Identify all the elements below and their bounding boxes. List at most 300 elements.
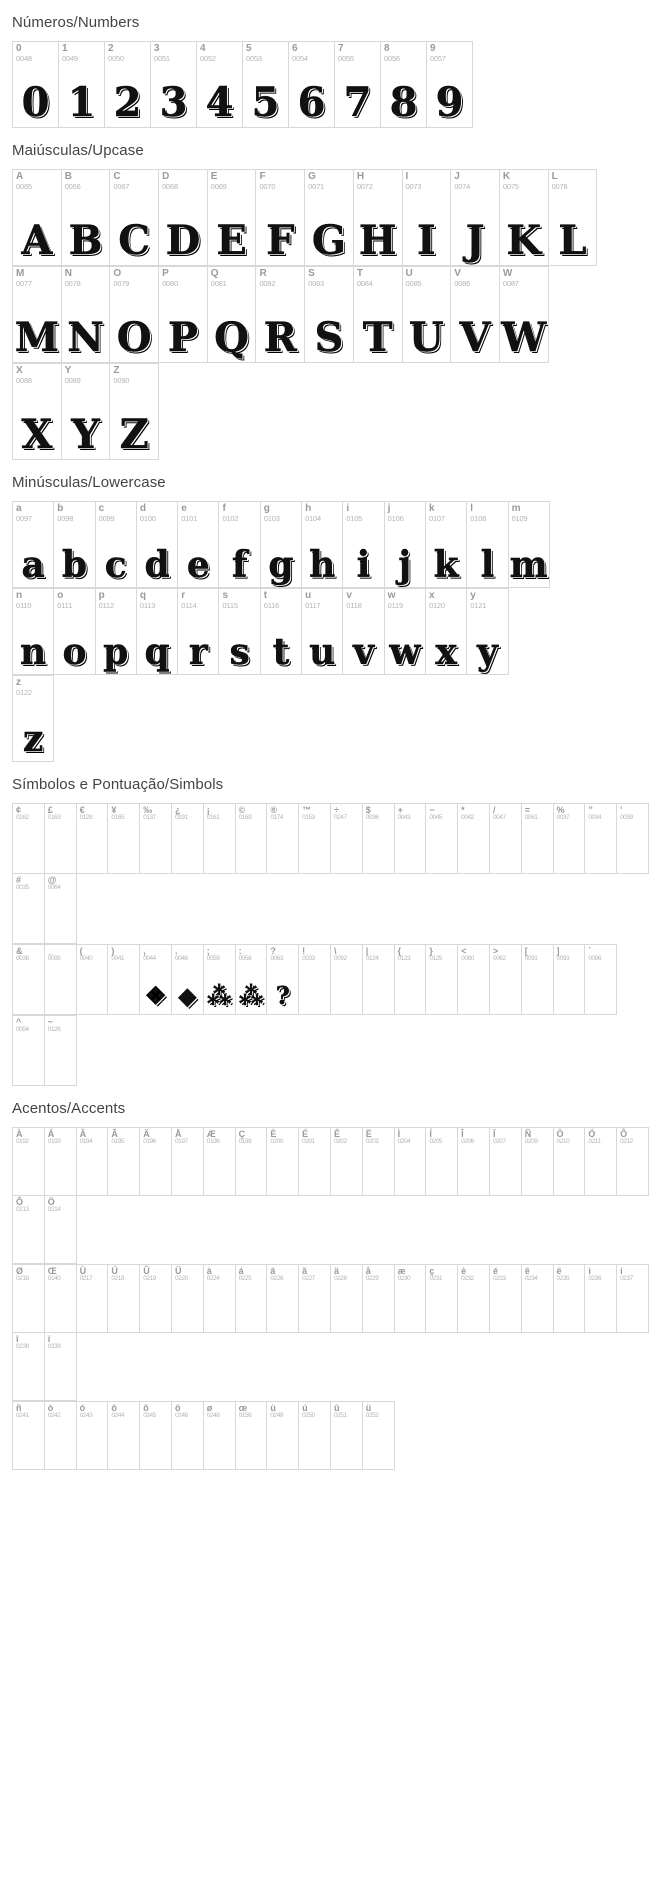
glyph-meta bbox=[427, 42, 472, 62]
glyph-meta bbox=[45, 874, 76, 892]
glyph-cell[interactable] bbox=[45, 1265, 77, 1333]
glyph-meta bbox=[172, 1402, 203, 1420]
glyph-cell[interactable] bbox=[13, 589, 54, 675]
glyph-cell[interactable] bbox=[236, 804, 268, 874]
glyph-cell[interactable] bbox=[267, 945, 299, 1015]
glyph-cell[interactable] bbox=[140, 945, 172, 1015]
glyph-cell[interactable] bbox=[403, 267, 452, 363]
glyph-cell[interactable] bbox=[458, 1128, 490, 1196]
glyph-cell[interactable] bbox=[219, 502, 260, 588]
glyph-cell[interactable] bbox=[395, 1128, 427, 1196]
glyph-sample: 2 bbox=[113, 79, 142, 126]
glyph-char-label: Ü bbox=[174, 1266, 182, 1276]
glyph-cell[interactable] bbox=[426, 502, 467, 588]
glyph-cell[interactable] bbox=[159, 267, 208, 363]
glyph-cell[interactable] bbox=[617, 1128, 649, 1196]
glyph-cell[interactable] bbox=[172, 804, 204, 874]
glyph-char-label: B bbox=[64, 171, 72, 182]
glyph-code-label: 0116 bbox=[263, 600, 280, 610]
glyph-cell[interactable] bbox=[427, 42, 473, 128]
glyph-meta bbox=[140, 1265, 171, 1283]
glyph-code-label: 0085 bbox=[405, 278, 422, 288]
glyph-code-label: 0119 bbox=[387, 600, 403, 610]
glyph-sample: G bbox=[311, 217, 347, 264]
glyph-cell[interactable] bbox=[172, 1265, 204, 1333]
glyph-cell[interactable] bbox=[45, 1333, 77, 1401]
glyph-char-label: è bbox=[461, 1266, 467, 1276]
glyph-cell[interactable] bbox=[299, 1402, 331, 1470]
glyph-meta bbox=[45, 1402, 76, 1420]
glyph-sample: A bbox=[21, 217, 53, 264]
glyph-cell[interactable] bbox=[172, 1128, 204, 1196]
glyph-char-label: å bbox=[365, 1266, 371, 1276]
glyph-code-label: 0238 bbox=[16, 1343, 29, 1351]
glyph-cell[interactable] bbox=[13, 1196, 45, 1264]
glyph-meta bbox=[204, 1265, 235, 1283]
glyph-meta bbox=[77, 1265, 108, 1283]
glyph-cell[interactable] bbox=[585, 1265, 617, 1333]
glyph-meta bbox=[305, 170, 353, 190]
glyph-code-label: 0110 bbox=[16, 600, 32, 610]
glyph-cell[interactable] bbox=[204, 1402, 236, 1470]
glyph-cell[interactable] bbox=[45, 945, 77, 1015]
glyph-cell[interactable] bbox=[204, 1265, 236, 1333]
glyph-char-label: Ö bbox=[47, 1197, 55, 1207]
glyph-meta bbox=[197, 42, 242, 62]
glyph-code-label: 0192 bbox=[16, 1138, 29, 1146]
glyph-cell[interactable] bbox=[363, 945, 395, 1015]
glyph-cell[interactable] bbox=[522, 804, 554, 874]
glyph-cell[interactable] bbox=[305, 267, 354, 363]
glyph-meta bbox=[363, 1265, 394, 1283]
glyph-sample: T bbox=[362, 314, 393, 361]
glyph-cell[interactable] bbox=[140, 1402, 172, 1470]
glyph-cell[interactable] bbox=[267, 1128, 299, 1196]
glyph-cell[interactable] bbox=[490, 945, 522, 1015]
glyph-meta bbox=[108, 1402, 139, 1420]
glyph-code-label: 0086 bbox=[454, 278, 471, 288]
glyph-cell[interactable] bbox=[13, 1333, 45, 1401]
glyph-cell[interactable] bbox=[77, 1265, 109, 1333]
glyph-cell[interactable] bbox=[236, 945, 268, 1015]
glyph-char-label: â bbox=[270, 1266, 276, 1276]
glyph-code-label: 0225 bbox=[238, 1275, 252, 1283]
glyph-cell[interactable] bbox=[585, 804, 617, 874]
glyph-cell[interactable] bbox=[13, 42, 59, 128]
glyph-cell[interactable] bbox=[108, 1265, 140, 1333]
glyph-cell[interactable] bbox=[385, 589, 426, 675]
glyph-cell[interactable] bbox=[490, 1265, 522, 1333]
glyph-cell[interactable] bbox=[331, 1128, 363, 1196]
glyph-meta bbox=[108, 1265, 139, 1283]
glyph-char-label: i bbox=[346, 503, 350, 514]
glyph-cell[interactable] bbox=[140, 804, 172, 874]
glyph-cell[interactable] bbox=[13, 1402, 45, 1470]
glyph-code-label: 0252 bbox=[365, 1412, 379, 1420]
glyph-cell[interactable] bbox=[343, 589, 384, 675]
glyph-cell[interactable] bbox=[490, 1128, 522, 1196]
glyph-cell[interactable] bbox=[13, 874, 45, 944]
glyph-meta bbox=[236, 945, 267, 963]
glyph-cell[interactable] bbox=[554, 1265, 586, 1333]
glyph-cell[interactable] bbox=[426, 804, 458, 874]
glyph-section bbox=[0, 128, 661, 460]
glyph-code-label: 0123 bbox=[397, 955, 411, 963]
glyph-cell[interactable] bbox=[554, 804, 586, 874]
glyph-cell[interactable] bbox=[110, 364, 159, 460]
glyph-char-label: \ bbox=[333, 946, 337, 956]
glyph-cell[interactable] bbox=[45, 874, 77, 944]
glyph-cell[interactable] bbox=[208, 170, 257, 266]
glyph-meta bbox=[13, 804, 44, 822]
glyph-cell[interactable] bbox=[77, 945, 109, 1015]
glyph-char-label: ¡ bbox=[206, 805, 210, 815]
glyph-cell[interactable] bbox=[96, 502, 137, 588]
glyph-meta bbox=[236, 1128, 267, 1146]
glyph-code-label: 0047 bbox=[492, 814, 506, 822]
glyph-sample: u bbox=[309, 631, 336, 673]
glyph-char-label: + bbox=[397, 805, 403, 815]
glyph-cell[interactable] bbox=[108, 945, 140, 1015]
glyph-cell[interactable] bbox=[204, 804, 236, 874]
glyph-code-label: 0229 bbox=[365, 1275, 379, 1283]
glyph-code-label: 0248 bbox=[206, 1412, 220, 1420]
glyph-cell[interactable] bbox=[289, 42, 335, 128]
glyph-char-label: p bbox=[98, 590, 105, 601]
glyph-cell[interactable] bbox=[62, 364, 111, 460]
glyph-sample: D bbox=[165, 217, 201, 264]
glyph-char-label: | bbox=[365, 946, 369, 956]
glyph-cell[interactable] bbox=[585, 1128, 617, 1196]
glyph-cell[interactable] bbox=[426, 589, 467, 675]
glyph-char-label: ^ bbox=[16, 1017, 22, 1027]
glyph-cell[interactable] bbox=[331, 945, 363, 1015]
glyph-char-label: ä bbox=[333, 1266, 339, 1276]
glyph-cell[interactable] bbox=[467, 502, 508, 588]
glyph-cell[interactable] bbox=[381, 42, 427, 128]
glyph-code-label: 0057 bbox=[430, 53, 446, 63]
glyph-cell[interactable] bbox=[137, 589, 178, 675]
glyph-cell[interactable] bbox=[302, 589, 343, 675]
glyph-meta bbox=[490, 804, 521, 822]
glyph-cell[interactable] bbox=[617, 1265, 649, 1333]
glyph-cell[interactable] bbox=[343, 502, 384, 588]
glyph-cell[interactable] bbox=[261, 589, 302, 675]
glyph-cell[interactable] bbox=[500, 170, 549, 266]
glyph-code-label: 0233 bbox=[492, 1275, 506, 1283]
glyph-cell[interactable] bbox=[403, 170, 452, 266]
glyph-cell[interactable] bbox=[299, 804, 331, 874]
glyph-char-label: F bbox=[259, 171, 266, 182]
glyph-grid-row bbox=[12, 1264, 649, 1401]
glyph-cell[interactable] bbox=[458, 804, 490, 874]
glyph-cell[interactable] bbox=[354, 170, 403, 266]
glyph-cell[interactable] bbox=[108, 804, 140, 874]
glyph-cell[interactable] bbox=[151, 42, 197, 128]
glyph-cell[interactable] bbox=[256, 267, 305, 363]
glyph-cell[interactable] bbox=[243, 42, 289, 128]
glyph-cell[interactable] bbox=[178, 502, 219, 588]
glyph-char-label: û bbox=[333, 1403, 340, 1413]
glyph-meta bbox=[208, 267, 256, 287]
glyph-cell[interactable] bbox=[236, 1265, 268, 1333]
glyph-code-label: 0242 bbox=[47, 1412, 61, 1420]
glyph-meta bbox=[554, 945, 585, 963]
glyph-meta bbox=[426, 589, 466, 609]
glyph-code-label: 0239 bbox=[47, 1343, 61, 1351]
glyph-cell[interactable] bbox=[549, 170, 598, 266]
glyph-sample: p bbox=[103, 631, 129, 673]
glyph-char-label: ë bbox=[556, 1266, 562, 1276]
glyph-char-label: A bbox=[16, 171, 24, 182]
glyph-char-label: o bbox=[57, 590, 64, 601]
glyph-cell[interactable] bbox=[13, 364, 62, 460]
glyph-cell[interactable] bbox=[110, 267, 159, 363]
glyph-code-label: 0125 bbox=[429, 955, 443, 963]
glyph-meta bbox=[62, 170, 110, 190]
glyph-meta bbox=[204, 804, 235, 822]
glyph-cell[interactable] bbox=[219, 589, 260, 675]
glyph-char-label: 7 bbox=[338, 43, 344, 54]
glyph-cell[interactable] bbox=[335, 42, 381, 128]
glyph-meta bbox=[500, 267, 548, 287]
glyph-code-label: 0206 bbox=[461, 1138, 474, 1146]
glyph-meta bbox=[59, 42, 104, 62]
glyph-meta bbox=[451, 267, 499, 287]
glyph-cell[interactable] bbox=[197, 42, 243, 128]
glyph-sample: J bbox=[465, 217, 485, 264]
glyph-cell[interactable] bbox=[363, 1128, 395, 1196]
glyph-meta bbox=[331, 945, 362, 963]
glyph-meta bbox=[363, 1402, 394, 1420]
glyph-code-label: 0061 bbox=[524, 814, 538, 822]
glyph-cell[interactable] bbox=[140, 1265, 172, 1333]
glyph-cell[interactable] bbox=[363, 1402, 395, 1470]
glyph-cell[interactable] bbox=[13, 1265, 45, 1333]
glyph-cell[interactable] bbox=[45, 1196, 77, 1264]
glyph-cell[interactable] bbox=[522, 945, 554, 1015]
glyph-cell[interactable] bbox=[13, 1128, 45, 1196]
glyph-code-label: 0078 bbox=[64, 278, 81, 288]
glyph-meta bbox=[331, 1128, 362, 1146]
glyph-sample: x bbox=[435, 631, 457, 673]
glyph-cell[interactable] bbox=[299, 1128, 331, 1196]
section-title: Minúsculas/Lowercase bbox=[12, 474, 166, 491]
glyph-sample: 7 bbox=[343, 79, 372, 126]
glyph-code-label: 0067 bbox=[113, 181, 130, 191]
glyph-code-label: 0073 bbox=[405, 181, 422, 191]
glyph-meta bbox=[45, 1265, 76, 1283]
glyph-cell[interactable] bbox=[331, 804, 363, 874]
glyph-cell[interactable] bbox=[426, 1265, 458, 1333]
glyph-cell[interactable] bbox=[256, 170, 305, 266]
glyph-cell[interactable] bbox=[363, 804, 395, 874]
glyph-code-label: 0038 bbox=[16, 955, 29, 963]
glyph-cell[interactable] bbox=[13, 676, 54, 762]
glyph-cell[interactable] bbox=[500, 267, 549, 363]
glyph-cell[interactable] bbox=[354, 267, 403, 363]
glyph-cell[interactable] bbox=[267, 804, 299, 874]
glyph-char-label: Û bbox=[143, 1266, 150, 1276]
glyph-code-label: 0063 bbox=[270, 955, 284, 963]
glyph-cell[interactable] bbox=[467, 589, 508, 675]
glyph-char-label: í bbox=[620, 1266, 623, 1276]
glyph-cell[interactable] bbox=[331, 1265, 363, 1333]
glyph-cell[interactable] bbox=[395, 945, 427, 1015]
glyph-cell[interactable] bbox=[45, 1128, 77, 1196]
glyph-sample: s bbox=[229, 631, 250, 673]
glyph-cell[interactable] bbox=[137, 502, 178, 588]
glyph-grid-row bbox=[12, 803, 649, 944]
glyph-cell[interactable] bbox=[385, 502, 426, 588]
glyph-cell[interactable] bbox=[45, 804, 77, 874]
glyph-code-label: 0126 bbox=[47, 1026, 61, 1034]
glyph-cell[interactable] bbox=[62, 170, 111, 266]
glyph-code-label: 0169 bbox=[238, 814, 252, 822]
glyph-cell[interactable] bbox=[490, 804, 522, 874]
glyph-code-label: 0108 bbox=[470, 513, 487, 523]
glyph-char-label: − bbox=[429, 805, 435, 815]
glyph-code-label: 0213 bbox=[16, 1206, 29, 1214]
glyph-section bbox=[0, 0, 661, 128]
glyph-cell[interactable] bbox=[13, 267, 62, 363]
glyph-cell[interactable] bbox=[77, 804, 109, 874]
glyph-code-label: 0224 bbox=[206, 1275, 220, 1283]
glyph-char-label: 0 bbox=[16, 43, 22, 54]
glyph-char-label: ` bbox=[588, 946, 592, 956]
glyph-char-label: q bbox=[139, 590, 146, 601]
glyph-meta bbox=[490, 1265, 521, 1283]
glyph-cell[interactable] bbox=[208, 267, 257, 363]
glyph-cell[interactable] bbox=[617, 804, 649, 874]
glyph-code-label: 0055 bbox=[338, 53, 354, 63]
glyph-cell[interactable] bbox=[331, 1402, 363, 1470]
glyph-cell[interactable] bbox=[172, 1402, 204, 1470]
glyph-cell[interactable] bbox=[54, 589, 95, 675]
glyph-meta bbox=[385, 589, 425, 609]
glyph-cell[interactable] bbox=[522, 1265, 554, 1333]
glyph-code-label: 0051 bbox=[154, 53, 170, 63]
glyph-cell[interactable] bbox=[395, 1265, 427, 1333]
glyph-meta bbox=[172, 1128, 203, 1146]
glyph-meta bbox=[554, 804, 585, 822]
glyph-code-label: 0194 bbox=[79, 1138, 93, 1146]
glyph-code-label: 0096 bbox=[588, 955, 602, 963]
glyph-code-label: 0124 bbox=[365, 955, 379, 963]
glyph-cell[interactable] bbox=[13, 502, 54, 588]
glyph-cell[interactable] bbox=[554, 1128, 586, 1196]
glyph-cell[interactable] bbox=[236, 1402, 268, 1470]
glyph-cell[interactable] bbox=[45, 1402, 77, 1470]
glyph-meta bbox=[204, 945, 235, 963]
glyph-code-label: 0058 bbox=[238, 955, 252, 963]
glyph-cell[interactable] bbox=[105, 42, 151, 128]
glyph-cell[interactable] bbox=[299, 1265, 331, 1333]
glyph-cell[interactable] bbox=[236, 1128, 268, 1196]
glyph-cell[interactable] bbox=[178, 589, 219, 675]
glyph-cell[interactable] bbox=[363, 1265, 395, 1333]
glyph-cell[interactable] bbox=[13, 945, 45, 1015]
glyph-code-label: 0102 bbox=[222, 513, 239, 523]
glyph-cell[interactable] bbox=[509, 502, 550, 588]
glyph-cell[interactable] bbox=[267, 1402, 299, 1470]
glyph-code-label: 0069 bbox=[210, 181, 227, 191]
glyph-cell[interactable] bbox=[299, 945, 331, 1015]
glyph-cell[interactable] bbox=[13, 1016, 45, 1086]
glyph-code-label: 0100 bbox=[139, 513, 156, 523]
glyph-cell[interactable] bbox=[45, 1016, 77, 1086]
glyph-cell[interactable] bbox=[458, 1265, 490, 1333]
glyph-code-label: 0090 bbox=[113, 375, 130, 385]
glyph-code-label: 0106 bbox=[387, 513, 404, 523]
glyph-code-label: 0103 bbox=[263, 513, 280, 523]
glyph-code-label: 0068 bbox=[162, 181, 178, 191]
glyph-cell[interactable] bbox=[108, 1128, 140, 1196]
glyph-cell[interactable] bbox=[13, 170, 62, 266]
glyph-cell[interactable] bbox=[267, 1265, 299, 1333]
glyph-cell[interactable] bbox=[204, 945, 236, 1015]
glyph-cell[interactable] bbox=[585, 945, 617, 1015]
glyph-cell[interactable] bbox=[458, 945, 490, 1015]
glyph-char-label: é bbox=[492, 1266, 498, 1276]
glyph-meta bbox=[426, 502, 466, 522]
glyph-char-label: Õ bbox=[16, 1197, 24, 1207]
glyph-code-label: 0200 bbox=[270, 1138, 284, 1146]
glyph-cell[interactable] bbox=[110, 170, 159, 266]
glyph-cell[interactable] bbox=[261, 502, 302, 588]
glyph-code-label: 0095 bbox=[47, 955, 61, 963]
glyph-cell[interactable] bbox=[59, 42, 105, 128]
glyph-cell[interactable] bbox=[159, 170, 208, 266]
glyph-code-label: 0049 bbox=[62, 53, 78, 63]
glyph-meta bbox=[140, 1128, 171, 1146]
glyph-char-label: E bbox=[210, 171, 218, 182]
glyph-grid-row bbox=[12, 1127, 649, 1264]
glyph-cell[interactable] bbox=[426, 945, 458, 1015]
glyph-cell[interactable] bbox=[395, 804, 427, 874]
glyph-cell[interactable] bbox=[302, 502, 343, 588]
glyph-cell[interactable] bbox=[62, 267, 111, 363]
glyph-cell[interactable] bbox=[204, 1128, 236, 1196]
glyph-meta bbox=[299, 1402, 330, 1420]
glyph-cell[interactable] bbox=[140, 1128, 172, 1196]
glyph-code-label: 0118 bbox=[346, 600, 362, 610]
glyph-cell[interactable] bbox=[77, 1128, 109, 1196]
glyph-code-label: 0220 bbox=[174, 1275, 188, 1283]
glyph-cell[interactable] bbox=[451, 170, 500, 266]
glyph-cell[interactable] bbox=[54, 502, 95, 588]
glyph-cell[interactable] bbox=[522, 1128, 554, 1196]
glyph-cell[interactable] bbox=[13, 804, 45, 874]
glyph-meta bbox=[45, 1128, 76, 1146]
glyph-cell[interactable] bbox=[451, 267, 500, 363]
glyph-sample: q bbox=[144, 631, 170, 673]
glyph-cell[interactable] bbox=[172, 945, 204, 1015]
glyph-code-label: 0120 bbox=[428, 600, 445, 610]
glyph-char-label: Â bbox=[79, 1129, 87, 1139]
glyph-cell[interactable] bbox=[305, 170, 354, 266]
glyph-code-label: 0113 bbox=[139, 600, 156, 610]
glyph-cell[interactable] bbox=[554, 945, 586, 1015]
glyph-cell[interactable] bbox=[108, 1402, 140, 1470]
glyph-cell[interactable] bbox=[77, 1402, 109, 1470]
glyph-char-label: < bbox=[461, 946, 467, 956]
glyph-code-label: 0250 bbox=[302, 1412, 315, 1420]
glyph-grid-row bbox=[12, 501, 550, 588]
glyph-cell[interactable] bbox=[426, 1128, 458, 1196]
glyph-sample: l bbox=[480, 544, 495, 586]
glyph-cell[interactable] bbox=[96, 589, 137, 675]
